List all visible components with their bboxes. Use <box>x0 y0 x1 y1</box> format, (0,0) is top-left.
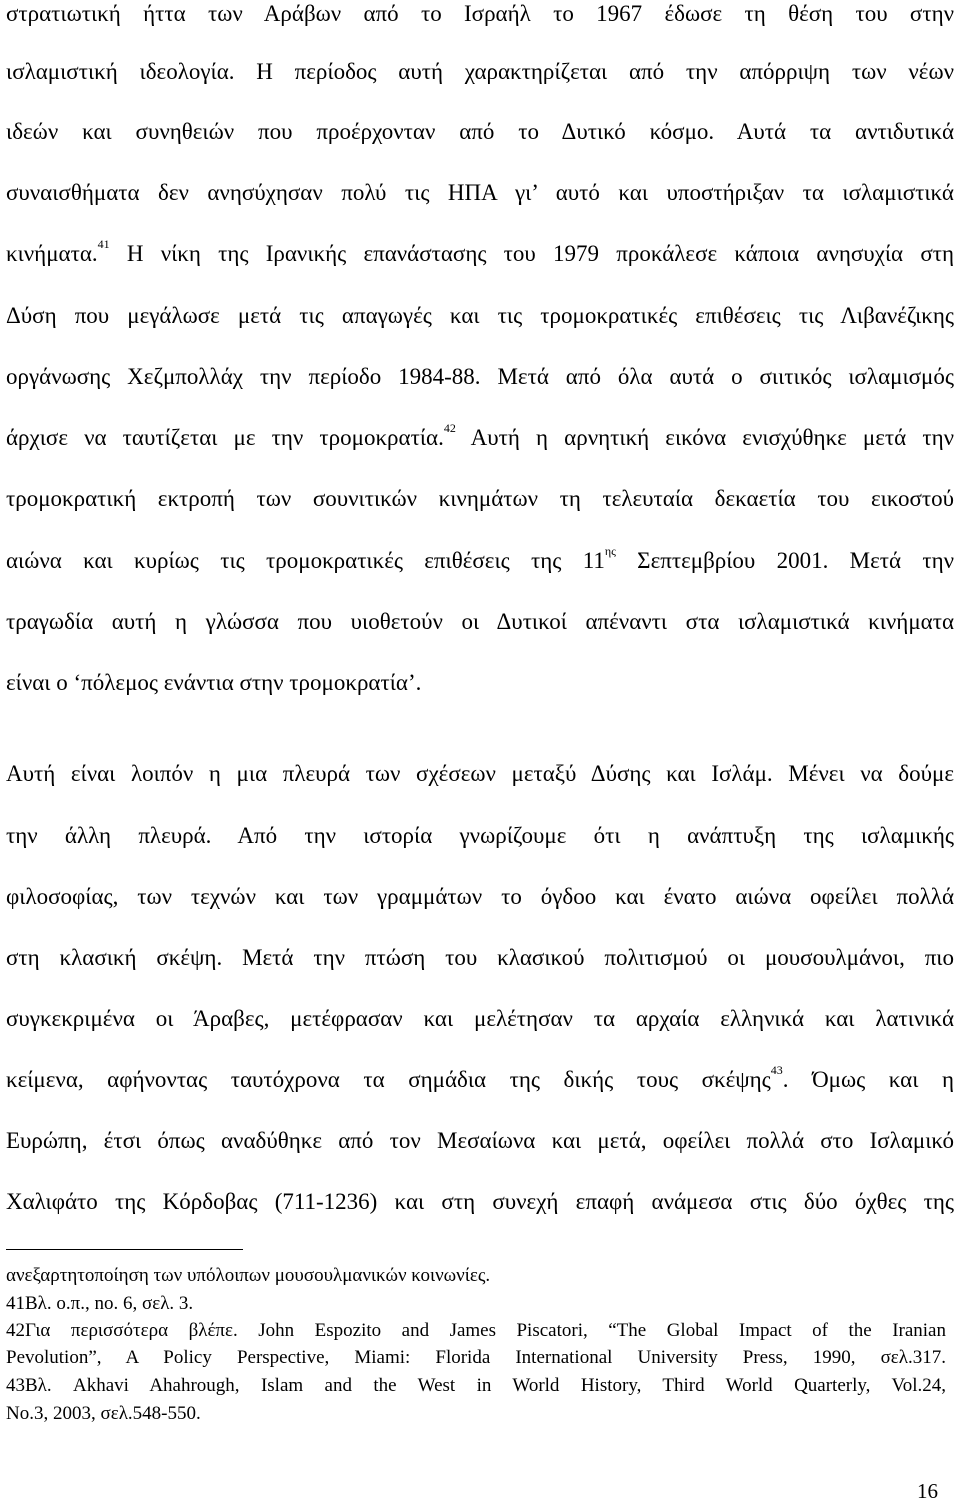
body-line-text: Η νίκη της Ιρανικής επανάστασης του 1979 προκάλεσε κάποια ανησυχία στη <box>109 241 954 266</box>
body-line: στη κλασική σκέψη. Μετά την πτώση του κλασικού πολιτισμού οι μουσουλμάνοι, πιο <box>6 945 954 970</box>
body-line: την άλλη πλευρά. Από την ιστορία γνωρίζουμε ότι η ανάπτυξη της ισλαμικής <box>6 823 954 848</box>
footnote-line: ανεξαρτητοποίηση των υπόλοιπων μουσουλμανικών κοινωνίες. <box>6 1265 491 1286</box>
footnote-line: 42Για περισσότερα βλέπε. John Espozito and James Piscatori, “The Global Impact of the Iranian <box>6 1320 946 1341</box>
footnote-reference: 41 <box>97 237 110 252</box>
body-line-text: Σεπτεμβρίου 2001. Μετά την <box>615 548 954 573</box>
body-line-text: Αυτή η αρνητική εικόνα ενισχύθηκε μετά την <box>455 425 954 450</box>
footnote-line: 41Βλ. ο.π., no. 6, σελ. 3. <box>6 1293 194 1314</box>
body-line: Ευρώπη, έτσι όπως αναδύθηκε από τον Μεσαίωνα και μετά, οφείλει πολλά στο Ισλαμικό <box>6 1128 954 1153</box>
footnote-line: No.3, 2003, σελ.548-550. <box>6 1403 201 1424</box>
body-line-text: . Όμως και η <box>782 1067 954 1092</box>
body-line-text: κείμενα, αφήνοντας ταυτόχρονα τα σημάδια της δικής τους σκέψης <box>6 1067 771 1092</box>
body-line: τρομοκρατική εκτροπή των σουνιτικών κινημάτων τη τελευταία δεκαετία του εικοστού <box>6 486 954 511</box>
ordinal-suffix: ης <box>604 544 616 559</box>
body-line <box>6 544 954 575</box>
body-line: οργάνωσης Χεζμπολλάχ την περίοδο 1984-88. Μετά από όλα αυτά ο σιιτικός ισλαμισμός <box>6 364 954 389</box>
body-line <box>6 1063 954 1094</box>
body-line: είναι ο ‘πόλεμος ενάντια στην τρομοκρατία’. <box>6 670 422 695</box>
footnote-separator <box>6 1249 243 1250</box>
footnote-reference: 43 <box>770 1063 783 1078</box>
body-line: στρατιωτική ήττα των Αράβων από το Ισραήλ το 1967 έδωσε τη θέση του στην <box>6 1 954 26</box>
body-line <box>6 237 954 268</box>
body-line: ιδεών και συνηθειών που προέρχονταν από το Δυτικό κόσμο. Αυτά τα αντιδυτικά <box>6 119 954 144</box>
body-line: συγκεκριμένα οι Άραβες, μετέφρασαν και μελέτησαν τα αρχαία ελληνικά και λατινικά <box>6 1006 954 1031</box>
body-line: Χαλιφάτο της Κόρδοβας (711-1236) και στη συνεχή επαφή ανάμεσα στις δύο όχθες της <box>6 1189 954 1214</box>
footnote-line: 43Βλ. Akhavi Ahahrough, Islam and the West in World History, Third World Quarterly, Vol.24, <box>6 1375 946 1396</box>
body-line: Αυτή είναι λοιπόν η μια πλευρά των σχέσεων μεταξύ Δύσης και Ισλάμ. Μένει να δούμε <box>6 761 954 786</box>
body-line-text: αιώνα και κυρίως τις τρομοκρατικές επιθέσεις της 11 <box>6 548 605 573</box>
body-line-text: άρχισε να ταυτίζεται με την τρομοκρατία. <box>6 425 444 450</box>
footnote-line: Pevolution”, A Policy Perspective, Miami: Florida International University Press, 1990, σελ.317. <box>6 1347 946 1368</box>
body-line: τραγωδία αυτή η γλώσσα που υιοθετούν οι Δυτικοί απέναντι στα ισλαμιστικά κινήματα <box>6 609 954 634</box>
body-line: ισλαμιστική ιδεολογία. Η περίοδος αυτή χαρακτηρίζεται από την απόρριψη των νέων <box>6 59 954 84</box>
body-line-text: κινήματα. <box>6 241 98 266</box>
body-line: συναισθήματα δεν ανησύχησαν πολύ τις ΗΠΑ γι’ αυτό και υποστήριξαν τα ισλαμιστικά <box>6 180 954 205</box>
body-line <box>6 421 954 452</box>
body-line: Δύση που μεγάλωσε μετά τις απαγωγές και τις τρομοκρατικές επιθέσεις τις Λιβανέζικης <box>6 303 954 328</box>
footnote-reference: 42 <box>443 421 456 436</box>
page-number: 16 <box>917 1479 938 1503</box>
body-line: φιλοσοφίας, των τεχνών και των γραμμάτων το όγδοο και ένατο αιώνα οφείλει πολλά <box>6 884 954 909</box>
